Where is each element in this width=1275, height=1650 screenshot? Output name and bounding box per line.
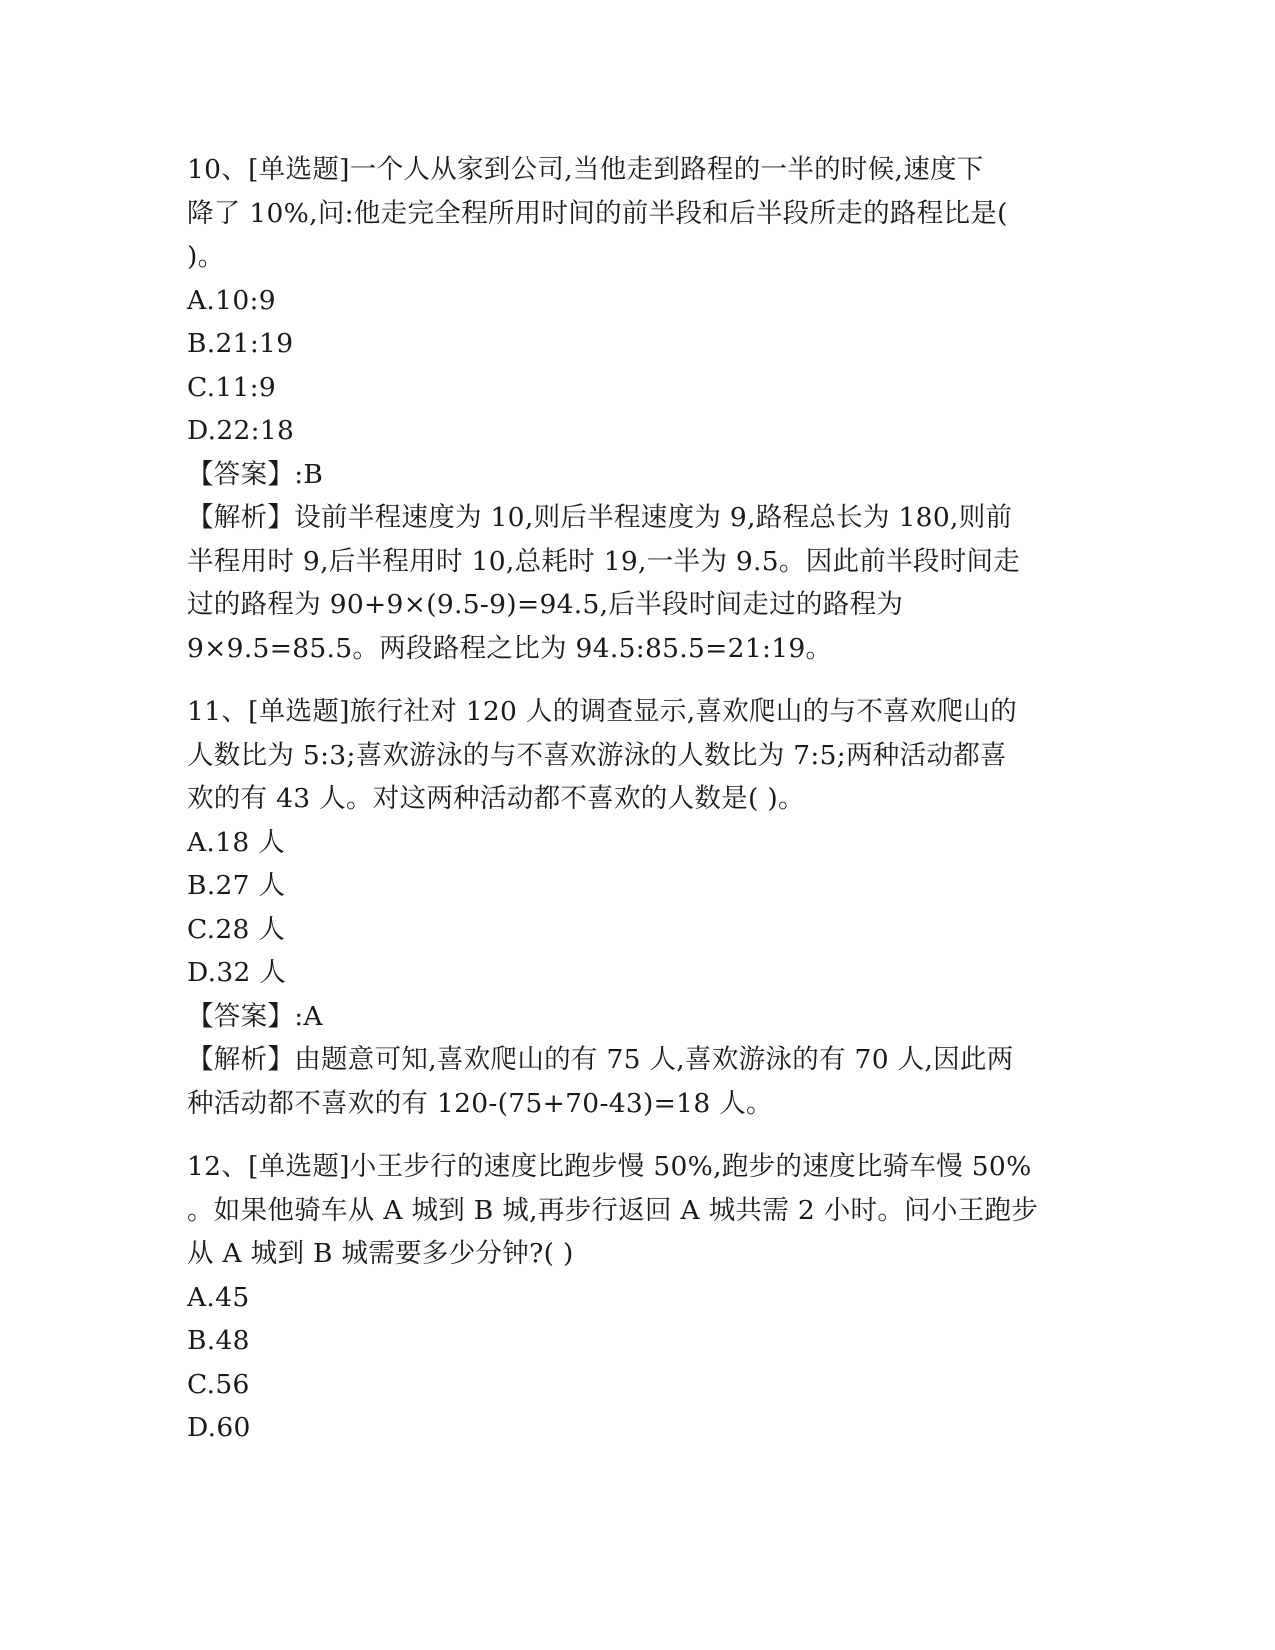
question-stem-line: 10、[单选题]一个人从家到公司,当他走到路程的一半的时候,速度下 xyxy=(187,154,984,185)
option-c: C.11:9 xyxy=(187,371,277,403)
answer-line: 【答案】:A xyxy=(187,1000,323,1032)
question-10 xyxy=(187,148,1082,670)
analysis-line: 种活动都不喜欢的有 120-(75+70-43)=18 人。 xyxy=(187,1087,773,1119)
question-stem-line: )。 xyxy=(187,241,225,272)
option-d: D.32 人 xyxy=(187,957,287,988)
option-a: A.45 xyxy=(187,1281,250,1313)
question-stem-line: 降了 10%,问:他走完全程所用时间的前半段和后半段所走的路程比是( xyxy=(187,197,1008,229)
question-11 xyxy=(187,690,1082,1125)
answer-line: 【答案】:B xyxy=(187,458,324,490)
question-stem-line: 11、[单选题]旅行社对 120 人的调查显示,喜欢爬山的与不喜欢爬山的 xyxy=(187,696,1018,727)
option-a: A.10:9 xyxy=(187,284,276,316)
question-stem-line: 。如果他骑车从 A 城到 B 城,再步行返回 A 城共需 2 小时。问小王跑步 xyxy=(187,1194,1039,1226)
option-c: C.28 人 xyxy=(187,913,286,945)
option-d: D.22:18 xyxy=(187,415,295,446)
option-a: A.18 人 xyxy=(187,826,286,858)
analysis-line: 【解析】设前半程速度为 10,则后半程速度为 9,路程总长为 180,则前 xyxy=(187,502,1013,533)
question-12 xyxy=(187,1145,1082,1450)
analysis-line: 【解析】由题意可知,喜欢爬山的有 75 人,喜欢游泳的有 70 人,因此两 xyxy=(187,1044,1014,1075)
question-stem-line: 从 A 城到 B 城需要多少分钟?( ) xyxy=(187,1238,574,1269)
analysis-line: 过的路程为 90+9×(9.5-9)=94.5,后半段时间走过的路程为 xyxy=(187,589,904,620)
option-c: C.56 xyxy=(187,1368,250,1400)
question-stem-line: 12、[单选题]小王步行的速度比跑步慢 50%,跑步的速度比骑车慢 50% xyxy=(187,1151,1032,1182)
question-stem-line: 人数比为 5:3;喜欢游泳的与不喜欢游泳的人数比为 7:5;两种活动都喜 xyxy=(187,739,1007,771)
analysis-line: 半程用时 9,后半程用时 10,总耗时 19,一半为 9.5。因此前半段时间走 xyxy=(187,545,1021,577)
question-stem-line: 欢的有 43 人。对这两种活动都不喜欢的人数是( )。 xyxy=(187,783,805,814)
option-d: D.60 xyxy=(187,1412,251,1443)
analysis-line: 9×9.5=85.5。两段路程之比为 94.5:85.5=21:19。 xyxy=(187,632,833,664)
document-page xyxy=(187,148,1082,1450)
option-b: B.48 xyxy=(187,1325,250,1356)
option-b: B.27 人 xyxy=(187,870,286,901)
option-b: B.21:19 xyxy=(187,328,294,359)
